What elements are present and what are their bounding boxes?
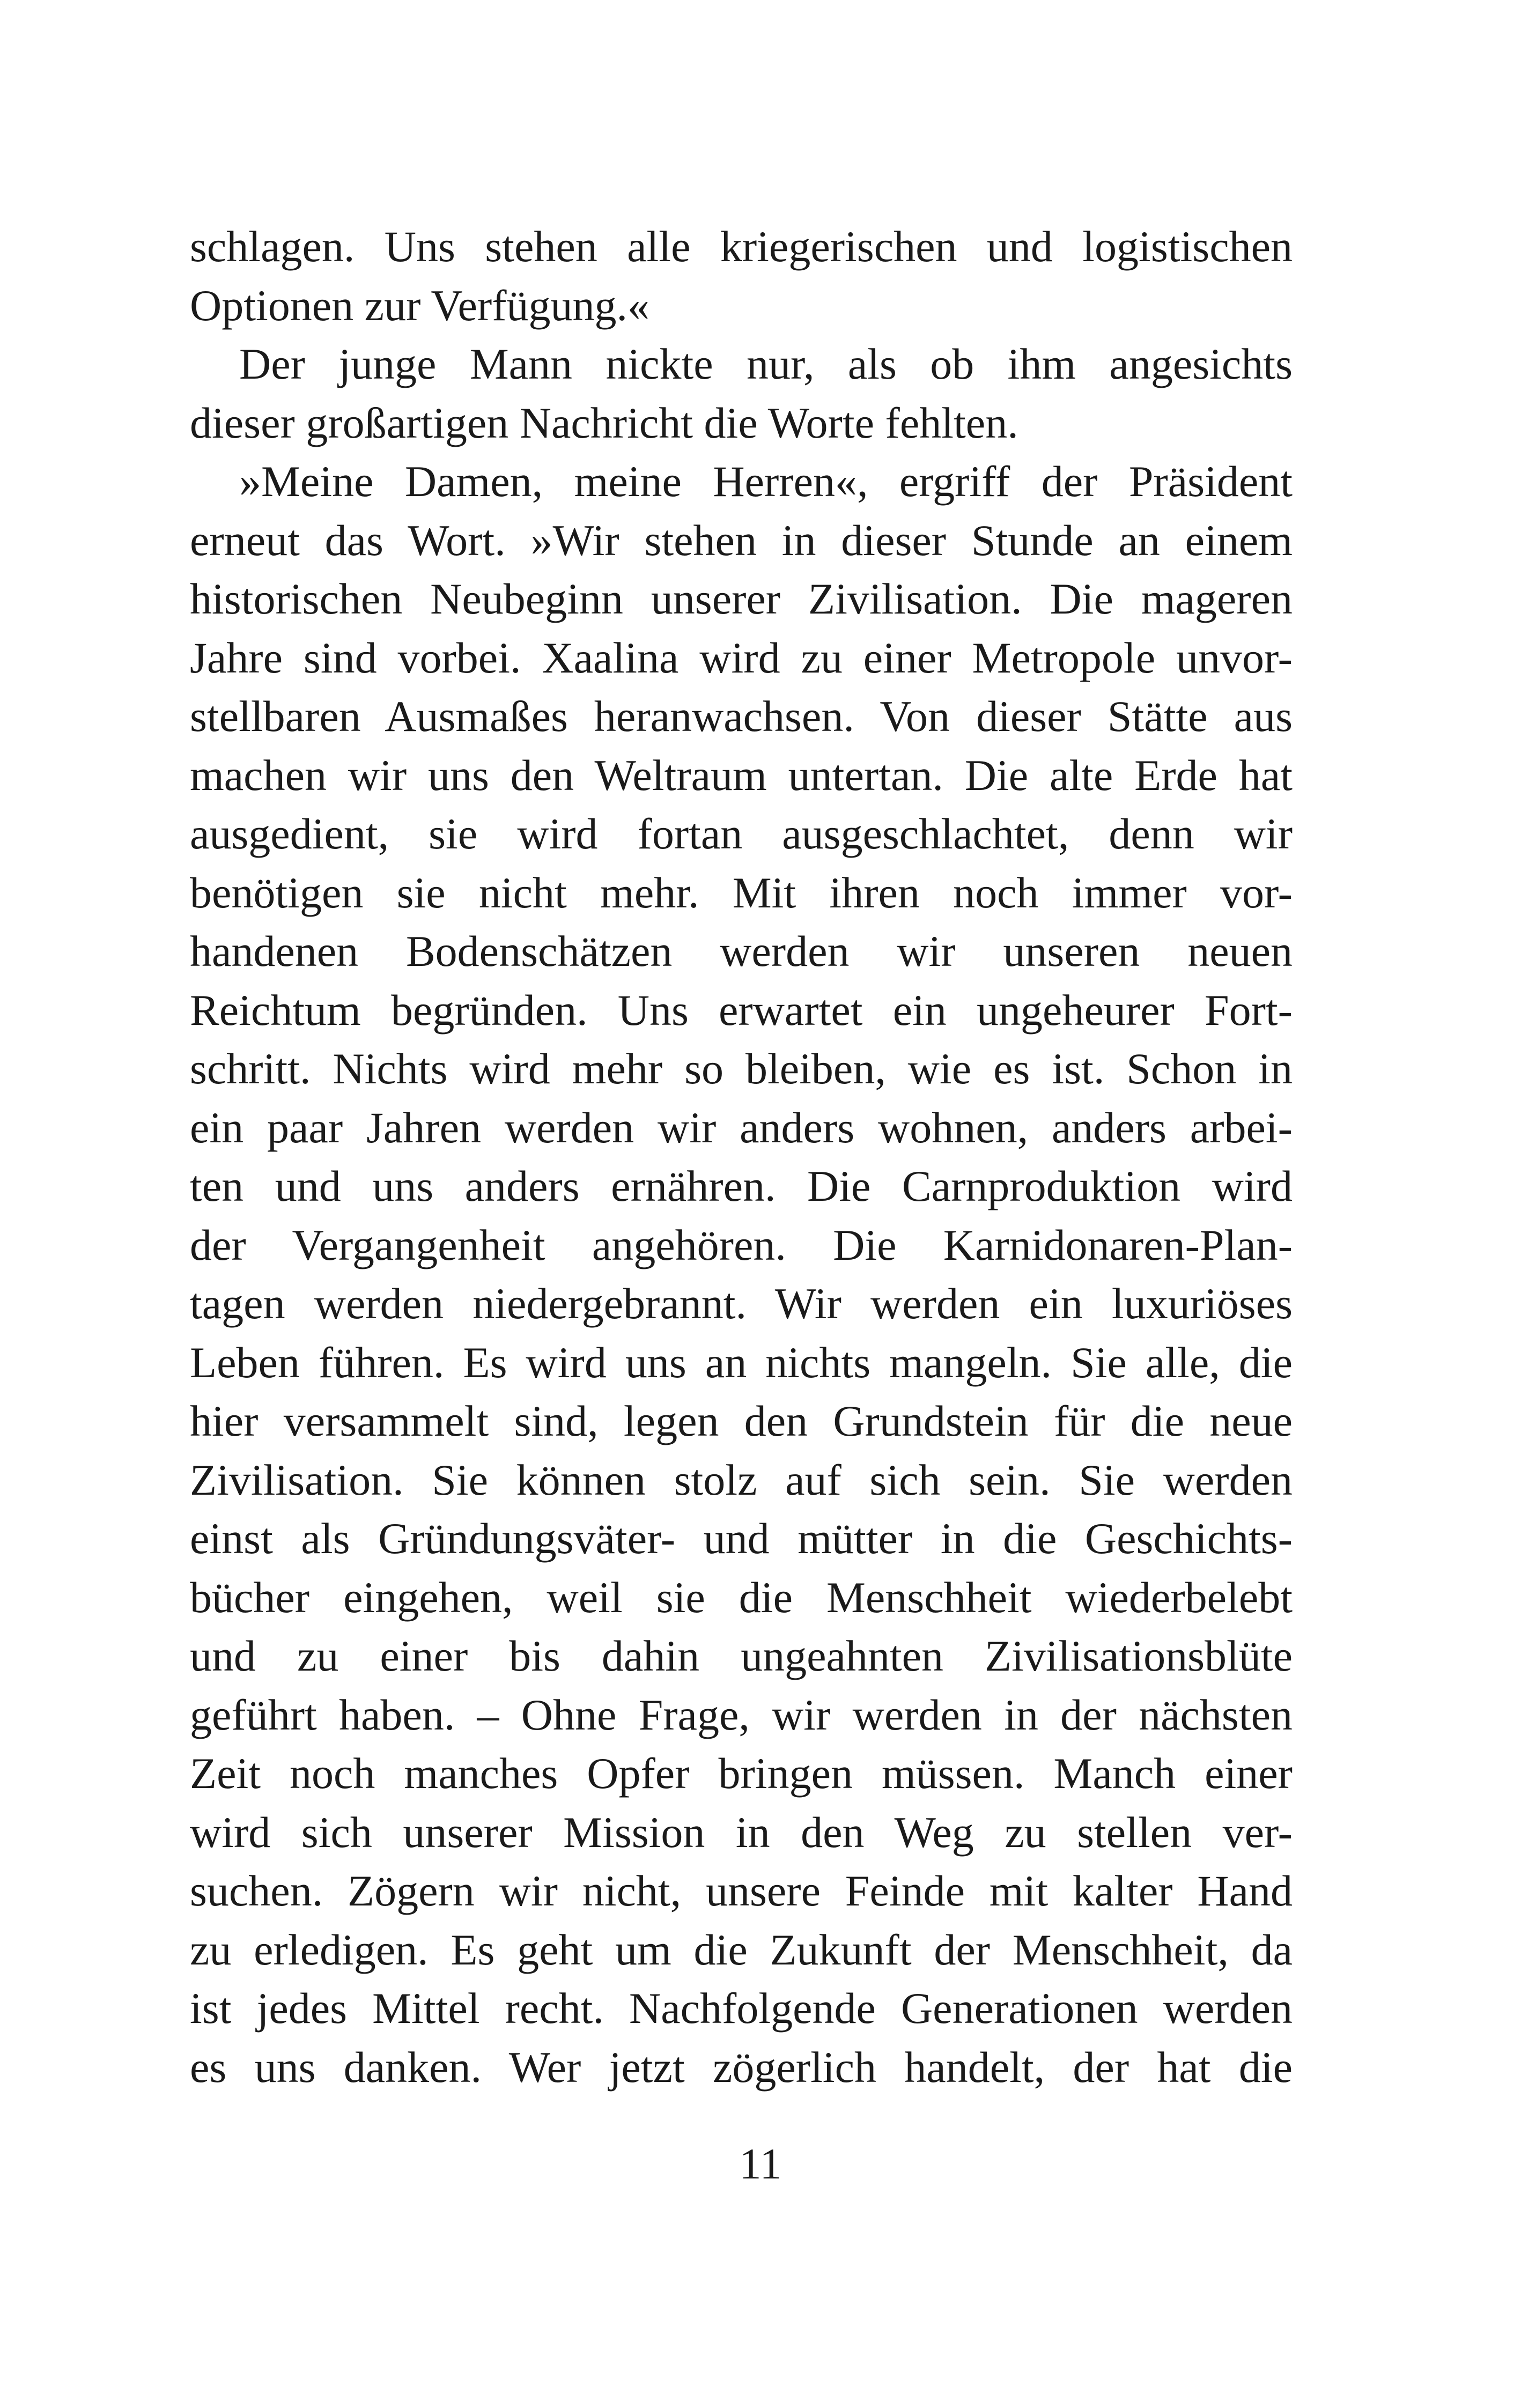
text-line: einst als Gründungsväter- und mütter in die Geschichts- [190, 1514, 1293, 1563]
text-line: »Meine Damen, meine Herren«, ergriff der Präsident [239, 457, 1293, 506]
text-line: zu erledigen. Es geht um die Zukunft der Menschheit, da [190, 1925, 1293, 1974]
text-line: historischen Neubeginn unserer Zivilisation. Die mageren [190, 574, 1293, 623]
text-line: dieser großartigen Nachricht die Worte fehlten. [190, 398, 1018, 447]
text-line: machen wir uns den Weltraum untertan. Die alte Erde hat [190, 750, 1293, 800]
text-line: handenen Bodenschätzen werden wir unseren neuen [190, 927, 1293, 976]
text-line: tagen werden niedergebrannt. Wir werden ein luxuriöses [190, 1279, 1293, 1328]
text-line: hier versammelt sind, legen den Grundstein für die neue [190, 1397, 1293, 1445]
text-line: bücher eingehen, weil sie die Menschheit wiederbelebt [190, 1572, 1293, 1622]
text-line: ist jedes Mittel recht. Nachfolgende Generationen werden [190, 1984, 1293, 2033]
text-line: es uns danken. Wer jetzt zögerlich handelt, der hat die [190, 2042, 1293, 2092]
text-line: Der junge Mann nickte nur, als ob ihm angesichts [239, 339, 1293, 388]
text-line: Zivilisation. Sie können stolz auf sich sein. Sie werden [190, 1455, 1293, 1504]
text-line: geführt haben. – Ohne Frage, wir werden in der nächsten [190, 1690, 1293, 1739]
text-line: suchen. Zögern wir nicht, unsere Feinde mit kalter Hand [190, 1866, 1293, 1915]
text-line: Reichtum begründen. Uns erwartet ein ungeheurer Fort- [190, 985, 1293, 1035]
text-line: schritt. Nichts wird mehr so bleiben, wie es ist. Schon in [190, 1044, 1293, 1093]
text-line: benötigen sie nicht mehr. Mit ihren noch immer vor- [190, 868, 1293, 917]
page-number: 11 [739, 2139, 782, 2188]
text-line: ein paar Jahren werden wir anders wohnen, anders arbei- [190, 1103, 1293, 1152]
text-line: der Vergangenheit angehören. Die Karnidonaren-Plan- [190, 1220, 1293, 1269]
text-line: und zu einer bis dahin ungeahnten Zivilisationsblüte [190, 1631, 1293, 1680]
body-text [190, 217, 1293, 2096]
text-line: wird sich unserer Mission in den Weg zu stellen ver- [190, 1807, 1293, 1857]
text-line: Leben führen. Es wird uns an nichts mangeln. Sie alle, die [190, 1338, 1293, 1387]
text-line: stellbaren Ausmaßes heranwachsen. Von dieser Stätte aus [190, 692, 1293, 741]
text-line: Jahre sind vorbei. Xaalina wird zu einer Metropole unvor- [190, 633, 1293, 682]
text-line: schlagen. Uns stehen alle kriegerischen und logistischen [190, 222, 1293, 271]
text-line: Zeit noch manches Opfer bringen müssen. Manch einer [190, 1749, 1293, 1798]
text-line: Optionen zur Verfügung.« [190, 280, 650, 330]
text-line: ten und uns anders ernähren. Die Carnproduktion wird [190, 1162, 1293, 1210]
text-line: erneut das Wort. »Wir stehen in dieser Stunde an einem [190, 515, 1293, 565]
text-line: ausgedient, sie wird fortan ausgeschlachtet, denn wir [190, 809, 1293, 858]
